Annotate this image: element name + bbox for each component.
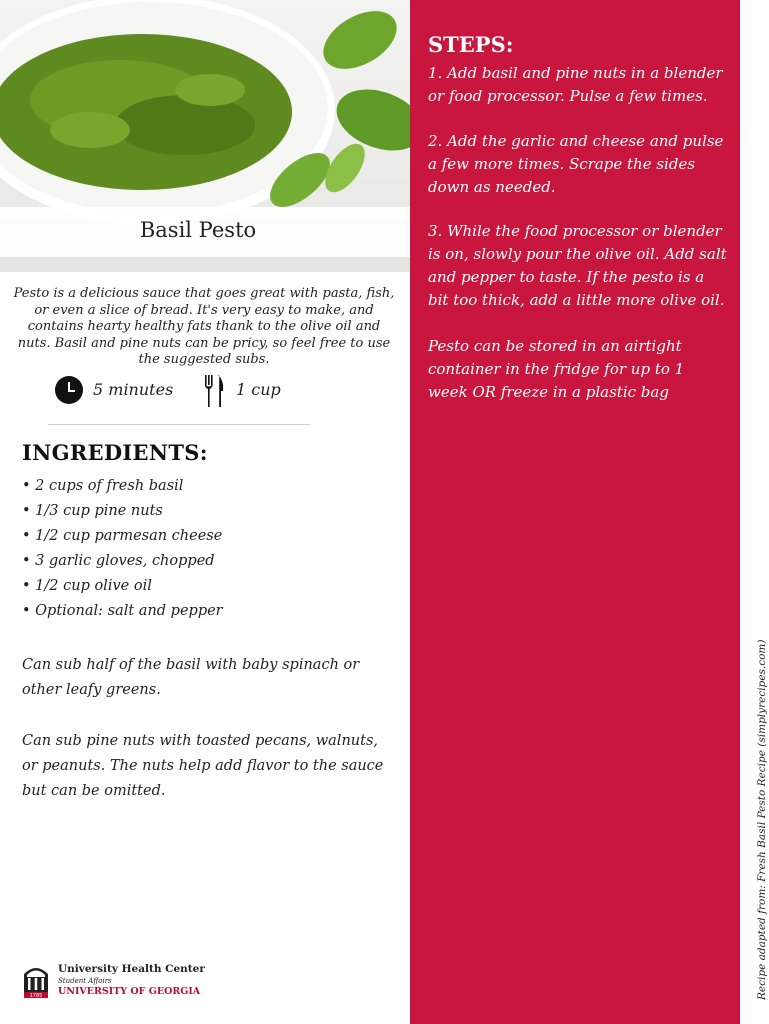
arch-logo-icon — [22, 962, 50, 998]
ingredient-list — [22, 476, 223, 626]
recipe-title: Basil Pesto — [139, 218, 257, 242]
recipe-yield: 1 cup — [236, 380, 281, 399]
logo-year: 1785 — [29, 993, 43, 998]
step-2: 2. Add the garlic and cheese and pulse a few more times. Scrape the sides down as needed. — [428, 132, 724, 196]
substitution-note-nuts: Can sub pine nuts with toasted pecans, walnuts, or peanuts. The nuts help add flavor to the sauce but can be omitted. — [22, 733, 384, 799]
step-3: 3. While the food processor or blender is on, slowly pour the olive oil. Add salt and pepper to taste. If the pesto is a bit too thick, add a little more olive oil. — [428, 222, 727, 309]
divider — [48, 424, 310, 425]
ingredient-item: • 2 cups of fresh basil — [22, 478, 184, 494]
clock-icon — [55, 376, 83, 404]
fork-knife-icon — [203, 374, 225, 408]
steps-heading: STEPS: — [428, 32, 514, 57]
ingredient-item: • 3 garlic gloves, chopped — [22, 553, 215, 569]
recipe-intro: Pesto is a delicious sauce that goes great with pasta, fish, or even a slice of bread. It's very easy to make, and contains hearty healthy fats thank to the olive oil and nuts. Basil and pine nuts can be pricy, so feel free to use the suggested subs. — [13, 286, 395, 367]
step-1: 1. Add basil and pine nuts in a blender or food processor. Pulse a few times. — [428, 64, 723, 105]
logo-line-1: University Health Center — [58, 963, 205, 975]
ingredients-heading: INGREDIENTS: — [22, 440, 208, 465]
recipe-meta — [55, 374, 355, 408]
uga-health-center-logo — [22, 962, 232, 1002]
ingredient-item: • 1/3 cup pine nuts — [22, 503, 163, 519]
storage-note: Pesto can be stored in an airtight container in the fridge for up to 1 week OR freeze in a plastic bag — [428, 337, 685, 401]
prep-time: 5 minutes — [93, 380, 174, 399]
ingredient-item: • Optional: salt and pepper — [22, 603, 223, 619]
recipe-credit: Recipe adapted from: Fresh Basil Pesto Recipe (simplyrecipes.com) — [756, 639, 768, 1000]
substitution-note-greens: Can sub half of the basil with baby spinach or other leafy greens. — [22, 657, 360, 698]
logo-line-2: Student Affairs — [58, 977, 112, 985]
logo-line-3: UNIVERSITY OF GEORGIA — [58, 986, 201, 997]
ingredient-item: • 1/2 cup olive oil — [22, 578, 152, 594]
ingredient-item: • 1/2 cup parmesan cheese — [22, 528, 223, 544]
